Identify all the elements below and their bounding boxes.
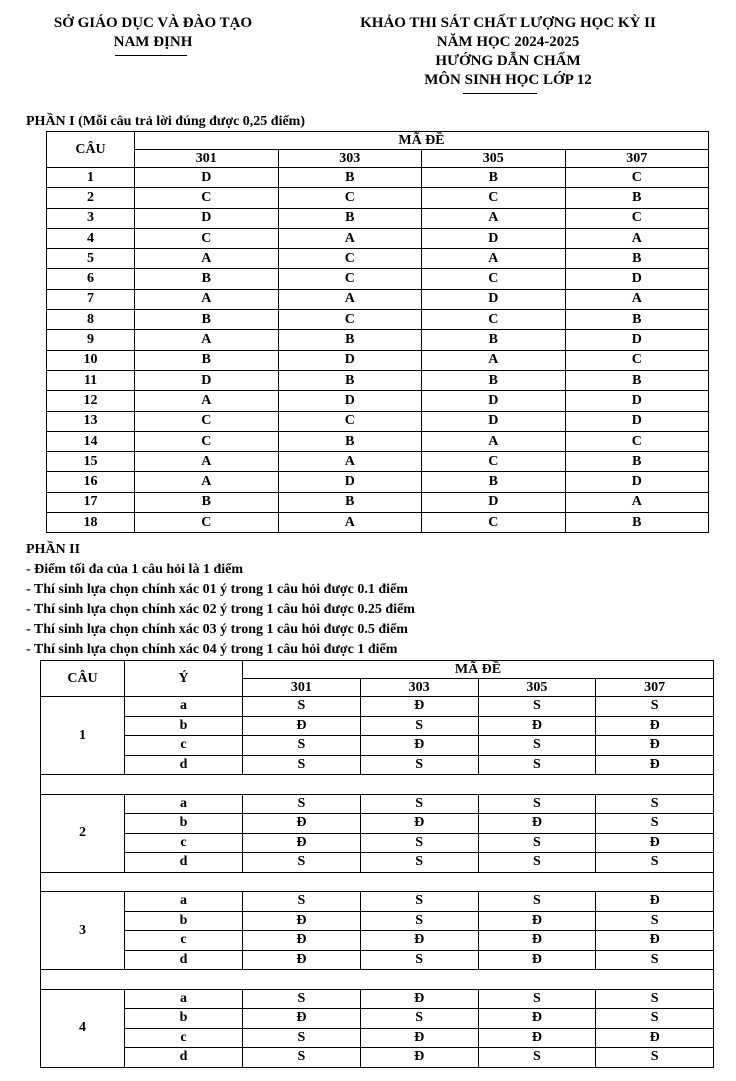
answer-cell: S xyxy=(243,853,361,873)
answer-cell: A xyxy=(135,472,279,492)
exam-title: KHẢO THI SÁT CHẤT LƯỢNG HỌC KỲ II xyxy=(360,15,656,31)
col-header-y: Ý xyxy=(125,661,243,697)
table-row xyxy=(41,814,714,834)
answer-cell: D xyxy=(135,370,279,390)
answer-cell: D xyxy=(278,472,422,492)
col-header-made: MÃ ĐỀ xyxy=(243,661,714,679)
exam-code-cell: 307 xyxy=(596,679,714,697)
answer-cell: B xyxy=(422,330,566,350)
answer-cell: Đ xyxy=(360,1048,478,1068)
answer-cell: S xyxy=(596,1009,714,1029)
answer-cell: Đ xyxy=(596,892,714,912)
table-row xyxy=(41,911,714,931)
answer-cell: S xyxy=(360,755,478,775)
statement-letter-cell: d xyxy=(125,853,243,873)
answer-cell: S xyxy=(243,989,361,1009)
answer-cell: D xyxy=(565,330,709,350)
question-number-cell: 18 xyxy=(47,513,135,533)
answer-cell: S xyxy=(478,833,596,853)
answer-cell: C xyxy=(135,411,279,431)
answer-cell: S xyxy=(360,794,478,814)
answer-cell: Đ xyxy=(243,716,361,736)
answer-cell: A xyxy=(565,289,709,309)
answer-cell: B xyxy=(565,188,709,208)
answer-cell: Đ xyxy=(360,989,478,1009)
answer-cell: S xyxy=(243,736,361,756)
part2-answer-table xyxy=(40,660,714,1068)
statement-letter-cell: a xyxy=(125,697,243,717)
answer-cell: A xyxy=(422,208,566,228)
answer-cell: A xyxy=(135,391,279,411)
answer-cell: B xyxy=(565,249,709,269)
question-number-cell: 1 xyxy=(47,168,135,188)
answer-cell: S xyxy=(360,833,478,853)
col-header-made: MÃ ĐỀ xyxy=(135,132,709,150)
answer-cell: S xyxy=(243,1048,361,1068)
answer-cell: B xyxy=(135,269,279,289)
question-number-cell: 3 xyxy=(47,208,135,228)
answer-cell: Đ xyxy=(360,697,478,717)
answer-cell: D xyxy=(422,391,566,411)
answer-cell: B xyxy=(135,350,279,370)
answer-cell: Đ xyxy=(478,931,596,951)
answer-cell: S xyxy=(478,794,596,814)
part2-note: - Thí sinh lựa chọn chính xác 02 ý trong 1 câu hỏi được 0.25 điểm xyxy=(26,602,415,617)
spacer-cell xyxy=(41,775,714,795)
question-number-cell: 7 xyxy=(47,289,135,309)
table-row xyxy=(47,350,709,370)
table-row xyxy=(47,249,709,269)
statement-letter-cell: b xyxy=(125,911,243,931)
answer-cell: Đ xyxy=(478,950,596,970)
table-row xyxy=(47,289,709,309)
question-number-cell: 5 xyxy=(47,249,135,269)
answer-cell: C xyxy=(565,431,709,451)
answer-cell: A xyxy=(278,452,422,472)
table-row xyxy=(41,794,714,814)
answer-cell: D xyxy=(278,391,422,411)
table-row xyxy=(47,310,709,330)
statement-letter-cell: b xyxy=(125,1009,243,1029)
answer-cell: S xyxy=(596,814,714,834)
exam-code-cell: 305 xyxy=(422,150,566,168)
answer-cell: C xyxy=(135,431,279,451)
answer-cell: C xyxy=(278,411,422,431)
answer-cell: C xyxy=(422,452,566,472)
exam-code-cell: 301 xyxy=(243,679,361,697)
table-row xyxy=(47,492,709,512)
table-row xyxy=(47,472,709,492)
subject: MÔN SINH HỌC LỚP 12 xyxy=(424,72,592,88)
statement-letter-cell: c xyxy=(125,1028,243,1048)
answer-cell: Đ xyxy=(596,716,714,736)
answer-cell: B xyxy=(278,330,422,350)
table-code-row xyxy=(47,150,709,168)
statement-letter-cell: d xyxy=(125,950,243,970)
answer-cell: D xyxy=(278,350,422,370)
answer-cell: Đ xyxy=(478,911,596,931)
answer-cell: B xyxy=(278,492,422,512)
answer-cell: S xyxy=(360,892,478,912)
answer-cell: S xyxy=(478,755,596,775)
question-number-cell: 6 xyxy=(47,269,135,289)
question-number-cell: 12 xyxy=(47,391,135,411)
table-row xyxy=(47,208,709,228)
part2-heading: PHẦN II xyxy=(26,542,81,557)
statement-letter-cell: c xyxy=(125,931,243,951)
question-number-cell: 4 xyxy=(47,228,135,248)
answer-cell: Đ xyxy=(596,1028,714,1048)
answer-cell: S xyxy=(360,950,478,970)
table-row xyxy=(41,833,714,853)
answer-cell: C xyxy=(422,188,566,208)
answer-cell: Đ xyxy=(478,716,596,736)
answer-cell: A xyxy=(422,350,566,370)
table-row xyxy=(41,892,714,912)
table-row xyxy=(47,168,709,188)
answer-cell: A xyxy=(565,228,709,248)
answer-cell: S xyxy=(596,911,714,931)
issuer-department: SỞ GIÁO DỤC VÀ ĐÀO TẠO xyxy=(53,15,253,31)
answer-cell: S xyxy=(596,697,714,717)
answer-cell: C xyxy=(278,310,422,330)
question-number-cell: 10 xyxy=(47,350,135,370)
answer-cell: C xyxy=(565,208,709,228)
answer-cell: C xyxy=(278,188,422,208)
answer-cell: Đ xyxy=(243,814,361,834)
question-number-cell: 8 xyxy=(47,310,135,330)
answer-cell: A xyxy=(278,228,422,248)
table-row xyxy=(41,736,714,756)
table-row xyxy=(41,989,714,1009)
answer-cell: S xyxy=(360,716,478,736)
spacer-cell xyxy=(41,872,714,892)
col-header-cau: CÂU xyxy=(47,132,135,168)
statement-letter-cell: c xyxy=(125,736,243,756)
answer-cell: Đ xyxy=(243,833,361,853)
spacer-row xyxy=(41,775,714,795)
statement-letter-cell: d xyxy=(125,1048,243,1068)
exam-title-block xyxy=(330,14,686,90)
table-row xyxy=(47,391,709,411)
table-row xyxy=(41,931,714,951)
answer-cell: S xyxy=(478,853,596,873)
answer-cell: S xyxy=(478,1048,596,1068)
answer-cell: B xyxy=(278,168,422,188)
question-number-cell: 13 xyxy=(47,411,135,431)
answer-cell: S xyxy=(478,892,596,912)
answer-cell: D xyxy=(565,411,709,431)
question-number-cell: 17 xyxy=(47,492,135,512)
school-year: NĂM HỌC 2024-2025 xyxy=(436,34,580,50)
exam-code-cell: 305 xyxy=(478,679,596,697)
answer-cell: S xyxy=(243,1028,361,1048)
exam-code-cell: 303 xyxy=(360,679,478,697)
answer-cell: B xyxy=(278,208,422,228)
table-row xyxy=(41,950,714,970)
col-header-cau: CÂU xyxy=(41,661,125,697)
answer-cell: C xyxy=(565,168,709,188)
exam-code-cell: 301 xyxy=(135,150,279,168)
answer-cell: S xyxy=(596,950,714,970)
question-number-cell: 11 xyxy=(47,370,135,390)
table-row xyxy=(41,1048,714,1068)
answer-cell: Đ xyxy=(243,1009,361,1029)
answer-cell: Đ xyxy=(243,911,361,931)
answer-cell: B xyxy=(135,492,279,512)
table-header-row xyxy=(41,661,714,679)
part2-note: - Thí sinh lựa chọn chính xác 03 ý trong 1 câu hỏi được 0.5 điểm xyxy=(26,622,408,637)
answer-cell: C xyxy=(565,350,709,370)
answer-cell: Đ xyxy=(360,1028,478,1048)
answer-cell: D xyxy=(422,411,566,431)
statement-letter-cell: b xyxy=(125,716,243,736)
answer-cell: D xyxy=(422,492,566,512)
answer-cell: C xyxy=(135,188,279,208)
part2-note: - Thí sinh lựa chọn chính xác 04 ý trong 1 câu hỏi được 1 điểm xyxy=(26,642,398,657)
part2-note: - Thí sinh lựa chọn chính xác 01 ý trong 1 câu hỏi được 0.1 điểm xyxy=(26,582,408,597)
table-row xyxy=(41,853,714,873)
exam-code-cell: 307 xyxy=(565,150,709,168)
table-row xyxy=(41,1009,714,1029)
statement-letter-cell: c xyxy=(125,833,243,853)
answer-cell: Đ xyxy=(360,931,478,951)
answer-cell: S xyxy=(243,892,361,912)
spacer-cell xyxy=(41,970,714,990)
answer-cell: D xyxy=(422,289,566,309)
table-row xyxy=(47,513,709,533)
table-row xyxy=(41,716,714,736)
answer-cell: B xyxy=(135,310,279,330)
answer-cell: D xyxy=(135,168,279,188)
table-row xyxy=(41,755,714,775)
answer-cell: S xyxy=(360,1009,478,1029)
answer-cell: Đ xyxy=(478,1009,596,1029)
question-number-cell: 9 xyxy=(47,330,135,350)
answer-cell: S xyxy=(360,853,478,873)
answer-cell: B xyxy=(565,452,709,472)
answer-cell: D xyxy=(422,228,566,248)
statement-letter-cell: a xyxy=(125,989,243,1009)
title-underline xyxy=(463,93,537,94)
question-number-cell: 16 xyxy=(47,472,135,492)
answer-cell: S xyxy=(243,755,361,775)
answer-cell: S xyxy=(478,989,596,1009)
answer-cell: D xyxy=(565,269,709,289)
question-number-cell: 3 xyxy=(41,892,125,970)
question-number-cell: 4 xyxy=(41,989,125,1067)
answer-cell: S xyxy=(596,853,714,873)
answer-cell: D xyxy=(135,208,279,228)
table-row xyxy=(47,411,709,431)
answer-cell: A xyxy=(422,249,566,269)
answer-cell: A xyxy=(135,330,279,350)
table-row xyxy=(47,370,709,390)
answer-cell: A xyxy=(278,513,422,533)
statement-letter-cell: a xyxy=(125,892,243,912)
table-row xyxy=(47,228,709,248)
answer-cell: C xyxy=(135,513,279,533)
answer-cell: B xyxy=(278,431,422,451)
issuer-underline xyxy=(115,55,187,56)
answer-cell: A xyxy=(278,289,422,309)
issuer-province: NAM ĐỊNH xyxy=(113,34,193,50)
part1-answer-table xyxy=(46,131,709,533)
answer-cell: Đ xyxy=(360,814,478,834)
answer-cell: S xyxy=(360,911,478,931)
answer-cell: S xyxy=(596,794,714,814)
answer-cell: S xyxy=(478,736,596,756)
question-number-cell: 1 xyxy=(41,697,125,775)
part1-heading: PHẦN I (Mỗi câu trả lời đúng được 0,25 điểm) xyxy=(26,114,306,129)
answer-cell: C xyxy=(422,269,566,289)
part2-note: - Điểm tối đa của 1 câu hỏi là 1 điểm xyxy=(26,562,243,577)
answer-cell: C xyxy=(278,249,422,269)
answer-cell: B xyxy=(278,370,422,390)
answer-cell: B xyxy=(422,472,566,492)
answer-cell: Đ xyxy=(243,950,361,970)
spacer-row xyxy=(41,970,714,990)
table-row xyxy=(47,330,709,350)
answer-cell: A xyxy=(565,492,709,512)
question-number-cell: 14 xyxy=(47,431,135,451)
answer-cell: Đ xyxy=(596,931,714,951)
answer-cell: S xyxy=(596,1048,714,1068)
answer-cell: A xyxy=(422,431,566,451)
answer-cell: Đ xyxy=(478,1028,596,1048)
answer-cell: C xyxy=(135,228,279,248)
statement-letter-cell: a xyxy=(125,794,243,814)
exam-code-cell: 303 xyxy=(278,150,422,168)
answer-cell: B xyxy=(565,370,709,390)
question-number-cell: 2 xyxy=(47,188,135,208)
table-row xyxy=(41,1028,714,1048)
question-number-cell: 2 xyxy=(41,794,125,872)
answer-cell: Đ xyxy=(243,931,361,951)
issuer-block xyxy=(28,14,278,52)
answer-cell: B xyxy=(422,370,566,390)
answer-cell: A xyxy=(135,249,279,269)
answer-cell: Đ xyxy=(596,833,714,853)
table-row xyxy=(47,188,709,208)
answer-cell: A xyxy=(135,452,279,472)
answer-cell: C xyxy=(422,310,566,330)
answer-cell: B xyxy=(565,310,709,330)
question-number-cell: 15 xyxy=(47,452,135,472)
doc-type: HƯỚNG DẪN CHẤM xyxy=(435,53,581,69)
table-row xyxy=(41,697,714,717)
answer-cell: S xyxy=(596,989,714,1009)
spacer-row xyxy=(41,872,714,892)
answer-cell: S xyxy=(478,697,596,717)
answer-cell: C xyxy=(422,513,566,533)
statement-letter-cell: d xyxy=(125,755,243,775)
table-header-row xyxy=(47,132,709,150)
answer-cell: B xyxy=(565,513,709,533)
table-row xyxy=(47,452,709,472)
answer-cell: Đ xyxy=(596,736,714,756)
table-row xyxy=(47,431,709,451)
answer-cell: S xyxy=(243,794,361,814)
answer-cell: A xyxy=(135,289,279,309)
answer-cell: D xyxy=(565,391,709,411)
answer-cell: B xyxy=(422,168,566,188)
answer-cell: C xyxy=(278,269,422,289)
table-row xyxy=(47,269,709,289)
answer-cell: S xyxy=(243,697,361,717)
answer-cell: Đ xyxy=(596,755,714,775)
answer-cell: D xyxy=(565,472,709,492)
statement-letter-cell: b xyxy=(125,814,243,834)
answer-cell: Đ xyxy=(360,736,478,756)
answer-cell: Đ xyxy=(478,814,596,834)
